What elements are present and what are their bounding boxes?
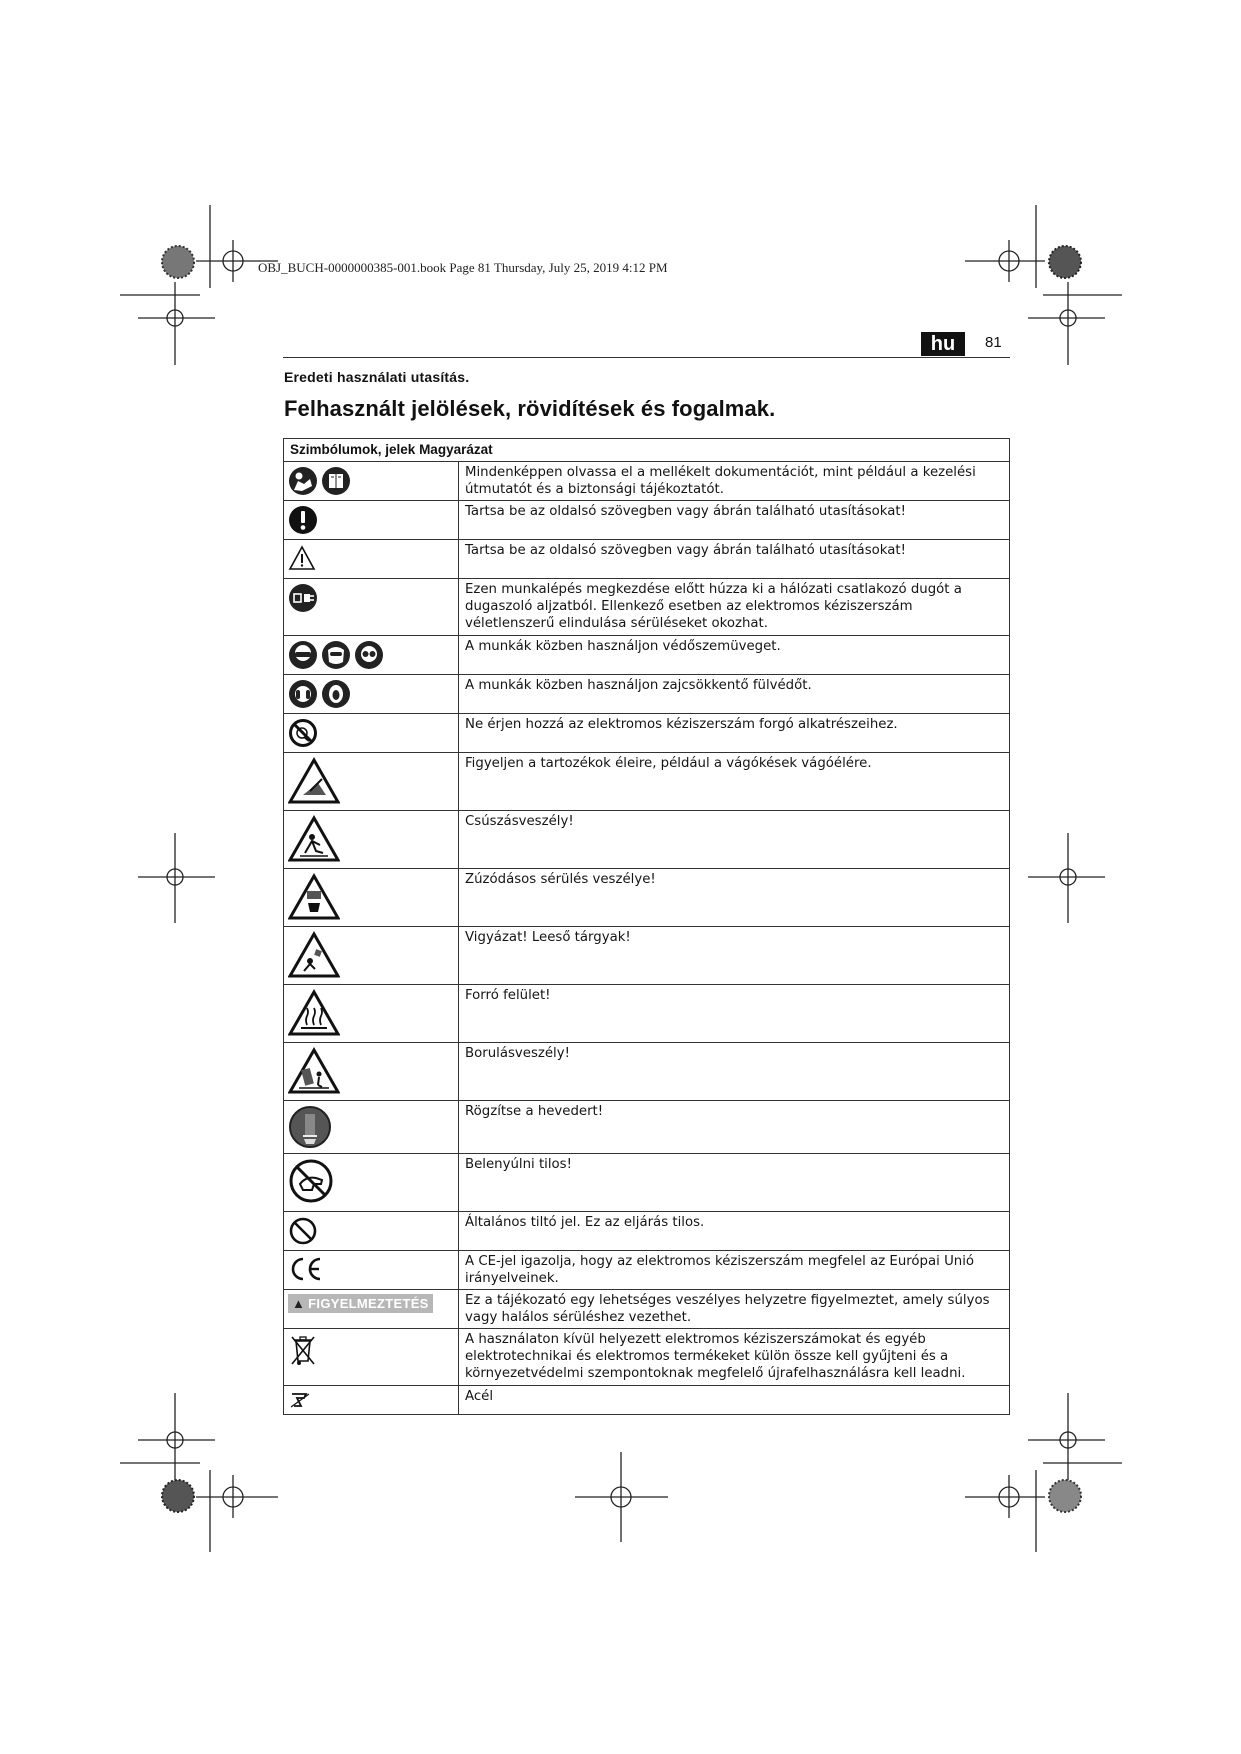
- page-number: 81: [985, 334, 1002, 351]
- symbol-cell: [284, 1154, 459, 1212]
- no-touch-rotating-parts-icon: [288, 718, 318, 748]
- symbol-cell: [284, 579, 459, 636]
- table-row: [284, 1386, 1010, 1415]
- symbol-cell: [284, 985, 459, 1043]
- ear-protection-icon: [288, 679, 318, 709]
- read-manual-icon: [288, 466, 318, 496]
- table-header-row: [284, 439, 1010, 462]
- unplug-icon: [288, 583, 318, 613]
- explanation-cell: Általános tiltó jel. Ez az eljárás tilos.: [459, 1212, 1010, 1251]
- symbol-cell: [284, 1290, 459, 1329]
- symbol-cell: [284, 714, 459, 753]
- table-row: [284, 985, 1010, 1043]
- table-row: [284, 714, 1010, 753]
- explanation-cell: Tartsa be az oldalsó szövegben vagy ábrán található utasításokat!: [459, 540, 1010, 579]
- explanation-cell: Zúzódásos sérülés veszélye!: [459, 869, 1010, 927]
- explanation-cell: A CE-jel igazolja, hogy az elektromos kéziszerszám megfelel az Európai Unió irányelveinek.: [459, 1251, 1010, 1290]
- crush-hazard-icon: [288, 873, 340, 921]
- table-row: [284, 579, 1010, 636]
- symbol-cell: [284, 501, 459, 540]
- explanation-cell: Acél: [459, 1386, 1010, 1415]
- steel-material-icon: [288, 1390, 312, 1410]
- explanation-cell: Ne érjen hozzá az elektromos kéziszerszám forgó alkatrészeihez.: [459, 714, 1010, 753]
- symbol-cell: [284, 1251, 459, 1290]
- header-rule: [283, 357, 1010, 358]
- explanation-cell: Tartsa be az oldalsó szövegben vagy ábrán található utasításokat!: [459, 501, 1010, 540]
- table-row: [284, 1290, 1010, 1329]
- eye-protection-icon: [288, 640, 318, 670]
- doc-subtitle: Eredeti használati utasítás.: [284, 369, 470, 385]
- explanation-cell: A használaton kívül helyezett elektromos kéziszerszámokat és egyéb elektrotechnikai és elektromos termékeket külön össze kell gyűjteni és a környezetvédelmi szempontoknak megfelelő újrafelhasználásra kell leadni.: [459, 1329, 1010, 1386]
- table-row: [284, 1212, 1010, 1251]
- header-symbols: Szimbólumok, jelek: [290, 442, 416, 457]
- symbol-cell: [284, 1043, 459, 1101]
- hot-surface-icon: [288, 989, 340, 1037]
- explanation-cell: Belenyúlni tilos!: [459, 1154, 1010, 1212]
- book-header: OBJ_BUCH-0000000385-001.book Page 81 Thursday, July 25, 2019 4:12 PM: [258, 260, 668, 275]
- symbol-cell: [284, 636, 459, 675]
- table-row: [284, 811, 1010, 869]
- safety-goggles-icon: [354, 640, 384, 670]
- symbol-cell: [284, 811, 459, 869]
- table-row: [284, 501, 1010, 540]
- explanation-cell: Ez a tájékozató egy lehetséges veszélyes helyzetre figyelmeztet, amely súlyos vagy halálos sérüléshez vezethet.: [459, 1290, 1010, 1329]
- slip-hazard-icon: [288, 815, 340, 863]
- table-row: [284, 1329, 1010, 1386]
- symbols-table: [283, 438, 1010, 1415]
- prohibition-icon: [288, 1216, 318, 1246]
- manual-book-icon: [321, 466, 351, 496]
- ce-mark-icon: [288, 1255, 324, 1283]
- symbol-cell: [284, 1212, 459, 1251]
- ear-muffs-icon: [321, 679, 351, 709]
- warning-banner: [288, 1294, 433, 1313]
- tipping-hazard-icon: [288, 1047, 340, 1095]
- table-row: [284, 927, 1010, 985]
- symbol-cell: [284, 675, 459, 714]
- explanation-cell: Figyeljen a tartozékok éleire, például a vágókések vágóélére.: [459, 753, 1010, 811]
- table-row: [284, 1043, 1010, 1101]
- table-row: [284, 675, 1010, 714]
- face-shield-icon: [321, 640, 351, 670]
- explanation-cell: A munkák közben használjon védőszemüveget.: [459, 636, 1010, 675]
- explanation-cell: Vigyázat! Leeső tárgyak!: [459, 927, 1010, 985]
- explanation-cell: Mindenképpen olvassa el a mellékelt dokumentációt, mint például a kezelési útmutatót és a biztonsági tájékoztatót.: [459, 462, 1010, 501]
- symbol-cell: [284, 462, 459, 501]
- table-row: [284, 1101, 1010, 1154]
- page-title: Felhasznált jelölések, rövidítések és fogalmak.: [284, 396, 776, 421]
- exclamation-circle-icon: [288, 505, 318, 535]
- table-row: [284, 1154, 1010, 1212]
- header-explanation: Magyarázat: [419, 442, 493, 457]
- language-badge: hu: [921, 332, 965, 356]
- table-row: [284, 1251, 1010, 1290]
- symbol-cell: [284, 1329, 459, 1386]
- explanation-cell: Forró felület!: [459, 985, 1010, 1043]
- explanation-cell: Ezen munkalépés megkezdése előtt húzza ki a hálózati csatlakozó dugót a dugaszoló aljzatból. Ellenkező esetben az elektromos kéziszerszám véletlenszerű elindulása sérüléseket okozhat.: [459, 579, 1010, 636]
- table-header: [284, 439, 1010, 462]
- explanation-cell: Rögzítse a hevedert!: [459, 1101, 1010, 1154]
- no-reaching-in-icon: [288, 1158, 334, 1204]
- symbol-cell: [284, 1101, 459, 1154]
- symbol-cell: [284, 753, 459, 811]
- table-row: [284, 753, 1010, 811]
- explanation-cell: Borulásveszély!: [459, 1043, 1010, 1101]
- warning-banner-label: FIGYELMEZTETÉS: [308, 1296, 429, 1311]
- falling-objects-icon: [288, 931, 340, 979]
- fasten-strap-icon: [288, 1105, 332, 1149]
- table-row: [284, 462, 1010, 501]
- table-row: [284, 540, 1010, 579]
- sharp-edges-warning-icon: [288, 757, 340, 805]
- warning-triangle-icon: ▲: [292, 1296, 306, 1311]
- warning-triangle-icon: [288, 544, 316, 572]
- explanation-cell: A munkák közben használjon zajcsökkentő fülvédőt.: [459, 675, 1010, 714]
- symbol-cell: [284, 869, 459, 927]
- symbol-cell: [284, 1386, 459, 1415]
- symbol-cell: [284, 540, 459, 579]
- explanation-cell: Csúszásveszély!: [459, 811, 1010, 869]
- table-row: [284, 869, 1010, 927]
- symbol-cell: [284, 927, 459, 985]
- table-row: [284, 636, 1010, 675]
- weee-bin-icon: [288, 1333, 318, 1367]
